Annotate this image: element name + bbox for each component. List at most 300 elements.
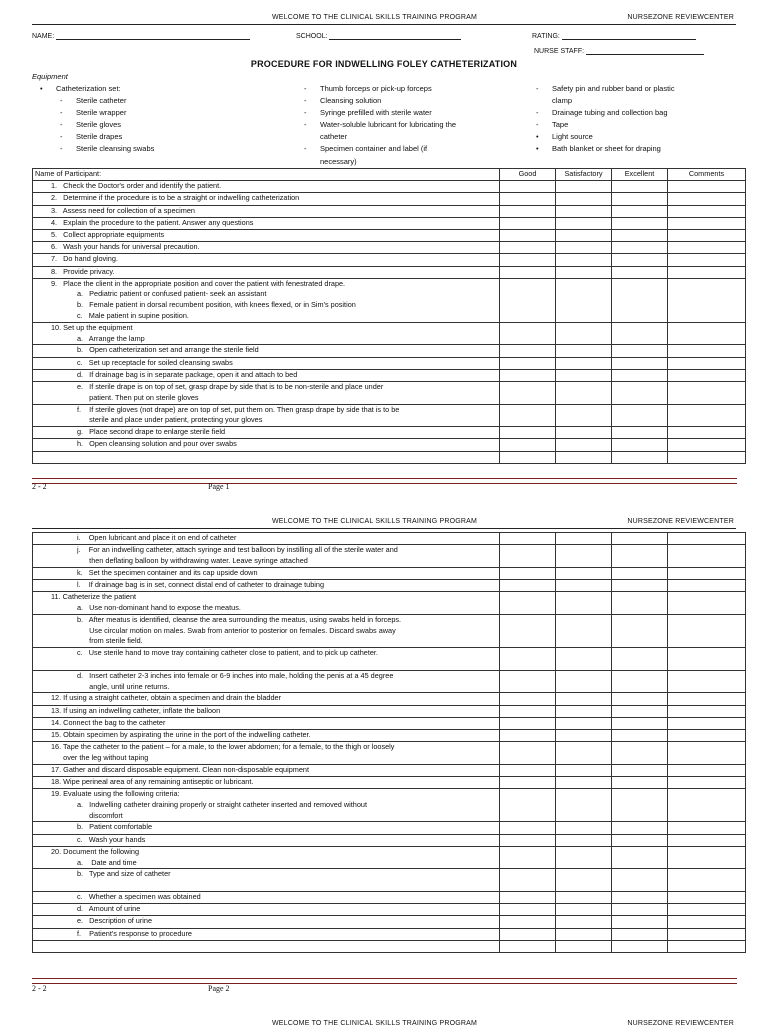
satisfactory-cell[interactable]	[556, 254, 612, 266]
step-text: f. Patient's response to procedure	[77, 928, 192, 938]
excellent-cell[interactable]	[612, 278, 668, 322]
bullet-icon: •	[536, 144, 539, 154]
good-cell[interactable]	[500, 427, 556, 439]
comments-cell[interactable]	[668, 693, 746, 705]
footer-doc-number: 2 - 2	[32, 482, 47, 491]
satisfactory-cell[interactable]	[556, 592, 612, 615]
name-field[interactable]	[32, 31, 250, 40]
satisfactory-cell[interactable]	[556, 916, 612, 928]
excellent-cell[interactable]	[612, 427, 668, 439]
comments-cell[interactable]	[668, 670, 746, 693]
step-cell	[33, 278, 500, 322]
comments-cell[interactable]	[668, 382, 746, 405]
step-text: patient. Then put on sterile gloves	[77, 392, 199, 402]
good-cell[interactable]	[500, 592, 556, 615]
table-row	[33, 928, 746, 940]
good-cell[interactable]	[500, 916, 556, 928]
excellent-cell[interactable]	[612, 229, 668, 241]
nurse-staff-field[interactable]	[534, 46, 704, 55]
table-row	[33, 846, 746, 869]
step-cell	[33, 357, 500, 369]
good-cell[interactable]	[500, 278, 556, 322]
satisfactory-cell[interactable]	[556, 892, 612, 904]
good-cell[interactable]	[500, 670, 556, 693]
good-cell[interactable]	[500, 404, 556, 427]
good-cell[interactable]	[500, 776, 556, 788]
step-cell	[33, 322, 500, 345]
table-row	[33, 278, 746, 322]
satisfactory-cell[interactable]	[556, 545, 612, 568]
excellent-cell[interactable]	[612, 242, 668, 254]
comments-cell[interactable]	[668, 533, 746, 545]
step-cell	[33, 789, 500, 822]
school-field[interactable]	[296, 31, 461, 40]
step-cell	[33, 648, 500, 671]
good-cell[interactable]	[500, 928, 556, 940]
step-text: a. Pediatric patient or confused patient- seek an assistant	[77, 289, 267, 299]
good-cell[interactable]	[500, 904, 556, 916]
footer-page-number: Page 2	[208, 984, 230, 993]
excellent-cell[interactable]	[612, 439, 668, 451]
step-text: 2. Determine if the procedure is to be a straight or indwelling catheterization	[51, 193, 300, 203]
comments-cell[interactable]	[668, 567, 746, 579]
excellent-cell[interactable]	[612, 892, 668, 904]
good-cell[interactable]	[500, 648, 556, 671]
good-cell[interactable]	[500, 940, 556, 952]
comments-cell[interactable]	[668, 357, 746, 369]
comments-cell[interactable]	[668, 892, 746, 904]
satisfactory-cell[interactable]	[556, 451, 612, 463]
excellent-cell[interactable]	[612, 928, 668, 940]
page-header	[32, 14, 736, 26]
review-center-name: NURSEZONE REVIEWCENTER	[627, 14, 734, 21]
name-label: NAME:	[32, 33, 55, 40]
satisfactory-cell[interactable]	[556, 789, 612, 822]
comments-cell[interactable]	[668, 439, 746, 451]
good-cell[interactable]	[500, 693, 556, 705]
excellent-cell[interactable]	[612, 545, 668, 568]
excellent-cell[interactable]	[612, 742, 668, 765]
equipment-item	[40, 83, 280, 95]
rating-blank[interactable]	[562, 31, 696, 40]
excellent-cell[interactable]	[612, 693, 668, 705]
comments-cell[interactable]	[668, 916, 746, 928]
excellent-cell[interactable]	[612, 822, 668, 834]
satisfactory-cell[interactable]	[556, 742, 612, 765]
excellent-cell[interactable]	[612, 382, 668, 405]
equipment-item-label: Sterile cleansing swabs	[76, 144, 155, 154]
table-row	[33, 742, 746, 765]
good-cell[interactable]	[500, 533, 556, 545]
step-text: 12. If using a straight catheter, obtain a specimen and drain the bladder	[51, 693, 282, 703]
dash-icon: -	[60, 144, 63, 154]
table-row	[33, 369, 746, 381]
table-row	[33, 193, 746, 205]
step-text: then deflating balloon by withdrawing water. Leave syringe attached	[77, 555, 308, 565]
excellent-cell[interactable]	[612, 345, 668, 357]
step-text: 4. Explain the procedure to the patient. Answer any questions	[51, 217, 254, 227]
comments-cell[interactable]	[668, 404, 746, 427]
good-cell[interactable]	[500, 242, 556, 254]
table-row	[33, 614, 746, 647]
table-row	[33, 764, 746, 776]
comments-cell[interactable]	[668, 193, 746, 205]
program-title: WELCOME TO THE CLINICAL SKILLS TRAINING PROGRAM	[272, 14, 478, 21]
satisfactory-cell[interactable]	[556, 693, 612, 705]
step-cell	[33, 205, 500, 217]
table-row	[33, 427, 746, 439]
comments-cell[interactable]	[668, 229, 746, 241]
step-cell	[33, 776, 500, 788]
satisfactory-cell[interactable]	[556, 579, 612, 591]
good-cell[interactable]	[500, 742, 556, 765]
table-row	[33, 322, 746, 345]
comments-cell[interactable]	[668, 648, 746, 671]
step-text: f. If sterile gloves (not drape) are on top of set, put them on. Then grasp drape by side that is to be	[77, 404, 400, 414]
good-cell[interactable]	[500, 789, 556, 822]
comments-cell[interactable]	[668, 451, 746, 463]
excellent-cell[interactable]	[612, 205, 668, 217]
satisfactory-cell[interactable]	[556, 717, 612, 729]
review-center-name: NURSEZONE REVIEWCENTER	[627, 1020, 734, 1027]
satisfactory-cell[interactable]	[556, 869, 612, 892]
satisfactory-cell[interactable]	[556, 648, 612, 671]
step-cell	[33, 614, 500, 647]
comments-cell[interactable]	[668, 266, 746, 278]
comments-cell[interactable]	[668, 592, 746, 615]
equipment-item	[536, 131, 736, 143]
good-cell[interactable]	[500, 545, 556, 568]
step-text: c. Whether a specimen was obtained	[77, 892, 201, 901]
satisfactory-cell[interactable]	[556, 205, 612, 217]
step-text: 13. If using an indwelling catheter, inflate the balloon	[51, 705, 221, 715]
participant-name-header: Name of Participant:	[33, 169, 500, 181]
step-text	[35, 941, 497, 952]
comments-cell[interactable]	[668, 614, 746, 647]
rating-field[interactable]	[532, 31, 696, 40]
equipment-item	[536, 107, 736, 119]
satisfactory-cell[interactable]	[556, 278, 612, 322]
comments-cell[interactable]	[668, 764, 746, 776]
excellent-cell[interactable]	[612, 776, 668, 788]
satisfactory-cell[interactable]	[556, 614, 612, 647]
good-cell[interactable]	[500, 382, 556, 405]
satisfactory-cell[interactable]	[556, 940, 612, 952]
step-text: d. Insert catheter 2-3 inches into female or 6-9 inches into male, holding the penis at a 45 degree	[77, 670, 394, 680]
good-cell[interactable]	[500, 869, 556, 892]
good-cell[interactable]	[500, 614, 556, 647]
table-row	[33, 439, 746, 451]
dash-icon: -	[536, 120, 539, 130]
good-cell[interactable]	[500, 345, 556, 357]
satisfactory-cell[interactable]	[556, 345, 612, 357]
table-row	[33, 382, 746, 405]
dash-icon: -	[536, 84, 539, 93]
satisfactory-cell[interactable]	[556, 776, 612, 788]
satisfactory-cell[interactable]	[556, 822, 612, 834]
step-text: a. Indwelling catheter draining properly or straight catheter inserted and removed without	[77, 799, 368, 809]
equipment-item	[40, 95, 280, 107]
excellent-cell[interactable]	[612, 567, 668, 579]
excellent-cell[interactable]	[612, 533, 668, 545]
excellent-cell[interactable]	[612, 322, 668, 345]
equipment-item	[536, 143, 736, 155]
table-row	[33, 592, 746, 615]
satisfactory-cell[interactable]	[556, 904, 612, 916]
comments-cell[interactable]	[668, 545, 746, 568]
excellent-cell[interactable]	[612, 369, 668, 381]
dash-icon: -	[536, 108, 539, 118]
satisfactory-cell[interactable]	[556, 928, 612, 940]
satisfactory-cell[interactable]	[556, 382, 612, 405]
step-cell	[33, 705, 500, 717]
step-cell	[33, 822, 500, 834]
equipment-item-label: Specimen container and label (if	[320, 144, 428, 154]
table-row	[33, 916, 746, 928]
step-text: c. Wash your hands	[77, 834, 146, 844]
comments-cell[interactable]	[668, 789, 746, 822]
satisfactory-cell[interactable]	[556, 369, 612, 381]
comments-cell[interactable]	[668, 846, 746, 869]
step-text: angle, until urine returns.	[77, 681, 170, 691]
excellent-cell[interactable]	[612, 579, 668, 591]
header-rule	[32, 24, 736, 25]
good-cell[interactable]	[500, 846, 556, 869]
comments-cell[interactable]	[668, 742, 746, 765]
step-text: b. After meatus is identified, cleanse the area surrounding the meatus, using swabs held in forceps.	[77, 614, 402, 624]
satisfactory-cell[interactable]	[556, 705, 612, 717]
satisfactory-cell[interactable]	[556, 242, 612, 254]
satisfactory-cell[interactable]	[556, 181, 612, 193]
good-cell[interactable]	[500, 764, 556, 776]
step-cell	[33, 729, 500, 741]
step-text: k. Set the specimen container and its cap upside down	[77, 567, 258, 577]
dash-icon: -	[60, 96, 63, 106]
step-cell	[33, 834, 500, 846]
comments-cell[interactable]	[668, 776, 746, 788]
excellent-cell[interactable]	[612, 904, 668, 916]
satisfactory-cell[interactable]	[556, 193, 612, 205]
equipment-item	[536, 83, 736, 107]
satisfactory-cell[interactable]	[556, 846, 612, 869]
good-cell[interactable]	[500, 193, 556, 205]
excellent-cell[interactable]	[612, 357, 668, 369]
satisfactory-cell[interactable]	[556, 217, 612, 229]
comments-cell[interactable]	[668, 869, 746, 892]
equipment-item	[40, 107, 280, 119]
comments-cell[interactable]	[668, 181, 746, 193]
step-cell	[33, 928, 500, 940]
satisfactory-cell[interactable]	[556, 404, 612, 427]
comments-cell[interactable]	[668, 242, 746, 254]
excellent-cell[interactable]	[612, 266, 668, 278]
step-text: 5. Collect appropriate equipments	[51, 229, 165, 239]
comments-cell[interactable]	[668, 928, 746, 940]
good-cell[interactable]	[500, 229, 556, 241]
satisfactory-cell[interactable]	[556, 670, 612, 693]
dash-icon: -	[60, 108, 63, 118]
comments-cell[interactable]	[668, 427, 746, 439]
name-blank[interactable]	[56, 31, 250, 40]
comments-cell[interactable]	[668, 345, 746, 357]
excellent-cell[interactable]	[612, 940, 668, 952]
excellent-cell[interactable]	[612, 648, 668, 671]
table-row	[33, 567, 746, 579]
satisfactory-cell[interactable]	[556, 427, 612, 439]
equipment-item-label: Cleansing solution	[320, 96, 382, 106]
good-cell[interactable]	[500, 205, 556, 217]
checklist-table-page-1	[32, 168, 746, 464]
satisfactory-cell[interactable]	[556, 834, 612, 846]
bullet-icon: •	[40, 84, 43, 93]
step-text: b. Patient comfortable	[77, 822, 153, 832]
comments-cell[interactable]	[668, 217, 746, 229]
comments-cell[interactable]	[668, 834, 746, 846]
comments-cell[interactable]	[668, 940, 746, 952]
comments-cell[interactable]	[668, 322, 746, 345]
comments-cell[interactable]	[668, 904, 746, 916]
step-cell	[33, 181, 500, 193]
comments-cell[interactable]	[668, 205, 746, 217]
good-cell[interactable]	[500, 217, 556, 229]
good-cell[interactable]	[500, 181, 556, 193]
satisfactory-cell[interactable]	[556, 229, 612, 241]
satisfactory-cell[interactable]	[556, 567, 612, 579]
satisfactory-cell[interactable]	[556, 729, 612, 741]
step-cell	[33, 717, 500, 729]
good-cell[interactable]	[500, 322, 556, 345]
satisfactory-cell[interactable]	[556, 439, 612, 451]
step-text: 18. Wipe perineal area of any remaining antiseptic or lubricant.	[51, 776, 254, 786]
procedure-title: PROCEDURE FOR INDWELLING FOLEY CATHETERIZATION	[250, 59, 518, 69]
satisfactory-cell[interactable]	[556, 266, 612, 278]
table-row	[33, 533, 746, 545]
step-text: d. If drainage bag is in separate package, open it and attach to bed	[77, 369, 298, 379]
excellent-cell[interactable]	[612, 764, 668, 776]
satisfactory-cell[interactable]	[556, 322, 612, 345]
table-row	[33, 242, 746, 254]
table-row	[33, 940, 746, 952]
table-row	[33, 729, 746, 741]
excellent-cell[interactable]	[612, 846, 668, 869]
step-text: b. Female patient in dorsal recumbent position, with knees flexed, or in Sim's position	[77, 300, 356, 310]
excellent-cell[interactable]	[612, 592, 668, 615]
good-cell[interactable]	[500, 254, 556, 266]
footer-doc-number: 2 - 2	[32, 984, 47, 993]
excellent-cell[interactable]	[612, 729, 668, 741]
comments-cell[interactable]	[668, 705, 746, 717]
good-cell[interactable]	[500, 357, 556, 369]
excellent-cell[interactable]	[612, 217, 668, 229]
equipment-item-label: Syringe prefilled with sterile water	[320, 108, 432, 118]
satisfactory-cell[interactable]	[556, 533, 612, 545]
excellent-cell[interactable]	[612, 614, 668, 647]
good-cell[interactable]	[500, 451, 556, 463]
step-text: j. For an indwelling catheter, attach syringe and test balloon by instilling all of the sterile water and	[77, 545, 398, 555]
step-text: e. If sterile drape is on top of set, grasp drape by side that is to be non-sterile and place under	[77, 382, 384, 392]
step-text	[35, 659, 497, 670]
comments-cell[interactable]	[668, 579, 746, 591]
excellent-cell[interactable]	[612, 181, 668, 193]
good-cell[interactable]	[500, 834, 556, 846]
school-blank[interactable]	[329, 31, 461, 40]
excellent-cell[interactable]	[612, 717, 668, 729]
step-text	[35, 880, 497, 891]
step-text: b. Open catheterization set and arrange the sterile field	[77, 345, 259, 355]
step-text: l. If drainage bag is in set, connect distal end of catheter to drainage tubing	[77, 579, 325, 589]
nurse-staff-blank[interactable]	[586, 46, 704, 55]
good-cell[interactable]	[500, 729, 556, 741]
excellent-cell[interactable]	[612, 451, 668, 463]
good-cell[interactable]	[500, 705, 556, 717]
comments-cell[interactable]	[668, 717, 746, 729]
step-cell	[33, 693, 500, 705]
step-text	[35, 452, 497, 463]
excellent-cell[interactable]	[612, 404, 668, 427]
good-cell[interactable]	[500, 822, 556, 834]
step-text: i. Open lubricant and place it on end of catheter	[77, 533, 237, 542]
comments-cell[interactable]	[668, 278, 746, 322]
step-cell	[33, 904, 500, 916]
good-cell[interactable]	[500, 266, 556, 278]
step-text: a. Date and time	[77, 857, 137, 867]
good-cell[interactable]	[500, 717, 556, 729]
table-row	[33, 717, 746, 729]
step-cell	[33, 545, 500, 568]
excellent-cell[interactable]	[612, 254, 668, 266]
good-cell[interactable]	[500, 567, 556, 579]
program-title: WELCOME TO THE CLINICAL SKILLS TRAINING PROGRAM	[272, 518, 478, 525]
school-label: SCHOOL:	[296, 33, 328, 40]
next-page-header	[32, 1020, 736, 1032]
excellent-cell[interactable]	[612, 193, 668, 205]
table-row	[33, 451, 746, 463]
table-row	[33, 822, 746, 834]
excellent-header: Excellent	[612, 169, 668, 181]
table-row	[33, 648, 746, 671]
good-cell[interactable]	[500, 579, 556, 591]
good-cell[interactable]	[500, 439, 556, 451]
excellent-cell[interactable]	[612, 789, 668, 822]
satisfactory-cell[interactable]	[556, 764, 612, 776]
equipment-label: Equipment	[32, 72, 68, 81]
step-text: 16. Tape the catheter to the patient – for a male, to the lower abdomen; for a female, to the thigh or loosely	[51, 742, 395, 752]
equipment-item-label: Light source	[552, 132, 593, 142]
excellent-cell[interactable]	[612, 834, 668, 846]
table-row	[33, 217, 746, 229]
comments-cell[interactable]	[668, 729, 746, 741]
dash-icon: -	[304, 108, 307, 118]
excellent-cell[interactable]	[612, 705, 668, 717]
footer-page-number: Page 1	[208, 482, 230, 491]
excellent-cell[interactable]	[612, 916, 668, 928]
step-text: c. Male patient in supine position.	[77, 311, 189, 321]
equipment-item	[304, 83, 504, 95]
equipment-item-label: Tape	[552, 120, 569, 130]
excellent-cell[interactable]	[612, 869, 668, 892]
comments-cell[interactable]	[668, 822, 746, 834]
step-text: 8. Provide privacy.	[51, 266, 115, 276]
comments-cell[interactable]	[668, 369, 746, 381]
good-cell[interactable]	[500, 369, 556, 381]
excellent-cell[interactable]	[612, 670, 668, 693]
step-text: 10. Set up the equipment	[51, 322, 133, 332]
good-cell[interactable]	[500, 892, 556, 904]
step-text: a. Arrange the lamp	[77, 333, 145, 343]
comments-cell[interactable]	[668, 254, 746, 266]
step-text: 11. Catheterize the patient	[51, 592, 137, 602]
satisfactory-cell[interactable]	[556, 357, 612, 369]
